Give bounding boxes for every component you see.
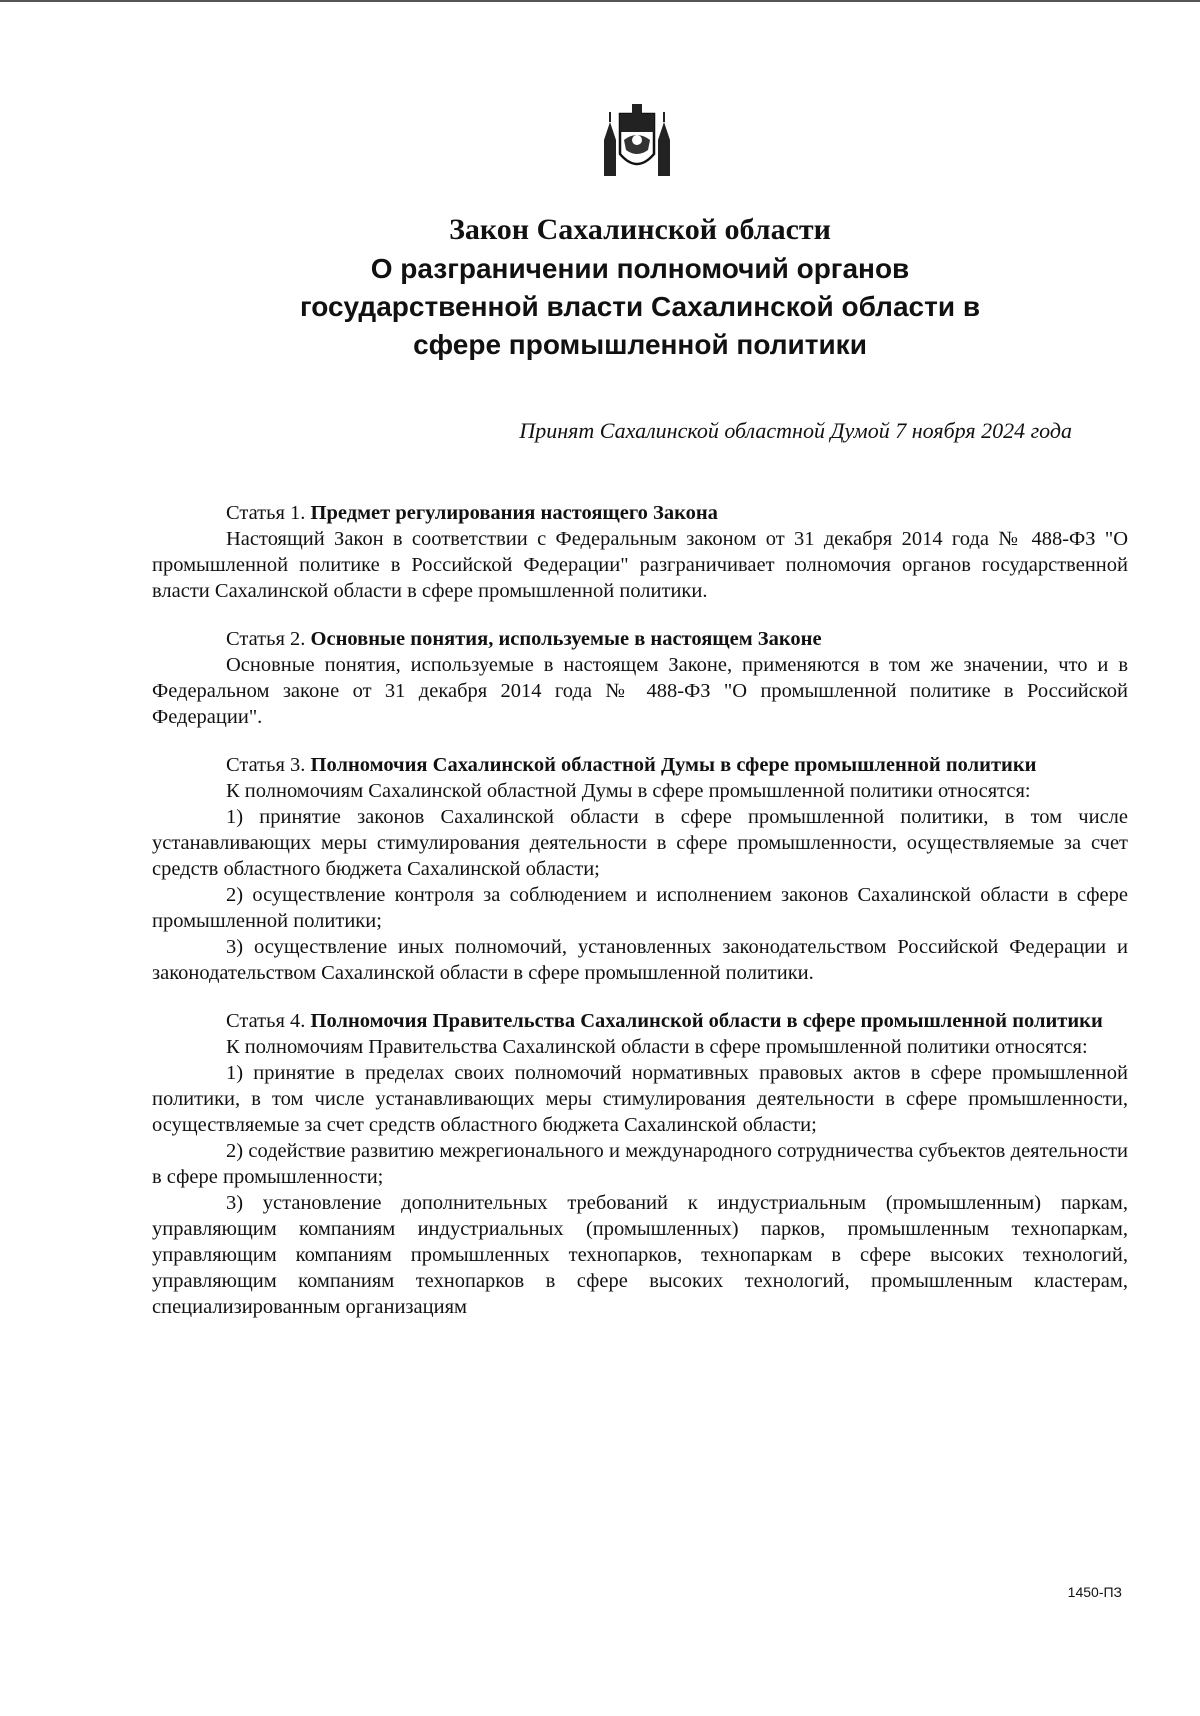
article-title: Полномочия Правительства Сахалинской области в сфере промышленной политики: [310, 1010, 1103, 1032]
article-4-item-3: 3) установление дополнительных требований к индустриальным (промышленным) паркам, управляющим компаниям индустриальных (промышленных) парков, промышленным технопаркам, управляющим компаниям промышленных технопарков, технопаркам в сфере высоких технологий, управляющим компаниям технопарков в сфере высоких технологий, промышленным кластерам, специализированным организациям: [152, 1192, 1128, 1318]
title-line-4: сфере промышленной политики: [413, 329, 867, 360]
document-code: 1450-ПЗ: [1067, 1584, 1122, 1600]
article-2-heading: [152, 626, 1128, 652]
article-3-item-3: 3) осуществление иных полномочий, установленных законодательством Российской Федерации и законодательством Сахалинской области в сфере промышленной политики.: [152, 936, 1128, 984]
article-4-paragraph-1: К полномочиям Правительства Сахалинской области в сфере промышленной политики относятся:: [226, 1036, 1088, 1058]
adoption-note: Принят Сахалинской областной Думой 7 ноября 2024 года: [519, 418, 1072, 443]
article-3-item-2: 2) осуществление контроля за соблюдением и исполнением законов Сахалинской области в сфере промышленной политики;: [152, 884, 1128, 932]
article-4-item-1: 1) принятие в пределах своих полномочий нормативных правовых актов в сфере промышленной политики, в том числе устанавливающих меры стимулирования деятельности в сфере промышленности, осуществляемые за счет средств областного бюджета Сахалинской области;: [152, 1062, 1128, 1136]
title-line-2: О разграничении полномочий органов: [370, 253, 910, 284]
document-body: [152, 500, 1128, 1320]
article-3-paragraph-1: К полномочиям Сахалинской областной Думы в сфере промышленной политики относятся:: [226, 780, 1031, 802]
article-1-paragraph-1: Настоящий Закон в соответствии с Федеральным законом от 31 декабря 2014 года № 488-ФЗ "О промышленной политике в Российской Федерации" разграничивает полномочия органов государственной власти Сахалинской области в сфере промышленной политики.: [152, 528, 1128, 602]
coat-of-arms-icon: [602, 100, 672, 180]
article-4-heading: [152, 1008, 1128, 1034]
title-line-3: государственной власти Сахалинской области в: [299, 291, 981, 322]
scan-top-edge: [0, 0, 1200, 2]
article-3-item-1: 1) принятие законов Сахалинской области в сфере промышленной политики, в том числе устанавливающих меры стимулирования деятельности в сфере промышленности, осуществляемые за счет средств областного бюджета Сахалинской области;: [152, 806, 1128, 880]
article-label: Статья 2.: [226, 628, 306, 650]
article-title: Основные понятия, используемые в настоящем Законе: [310, 628, 822, 650]
document-title: [150, 210, 1130, 364]
article-title: Предмет регулирования настоящего Закона: [310, 502, 718, 524]
article-3-heading: [152, 752, 1128, 778]
article-label: Статья 1.: [226, 502, 306, 524]
article-label: Статья 3.: [226, 754, 306, 776]
title-line-1: Закон Сахалинской области: [449, 213, 831, 246]
article-1-heading: [152, 500, 1128, 526]
article-4-item-2: 2) содействие развитию межрегионального и международного сотрудничества субъектов деятельности в сфере промышленности;: [152, 1140, 1128, 1188]
article-2-paragraph-1: Основные понятия, используемые в настоящем Законе, применяются в том же значении, что и в Федеральном законе от 31 декабря 2014 года № 488-ФЗ "О промышленной политике в Российской Федерации".: [152, 654, 1128, 728]
article-title: Полномочия Сахалинской областной Думы в сфере промышленной политики: [310, 754, 1037, 776]
article-label: Статья 4.: [226, 1010, 306, 1032]
